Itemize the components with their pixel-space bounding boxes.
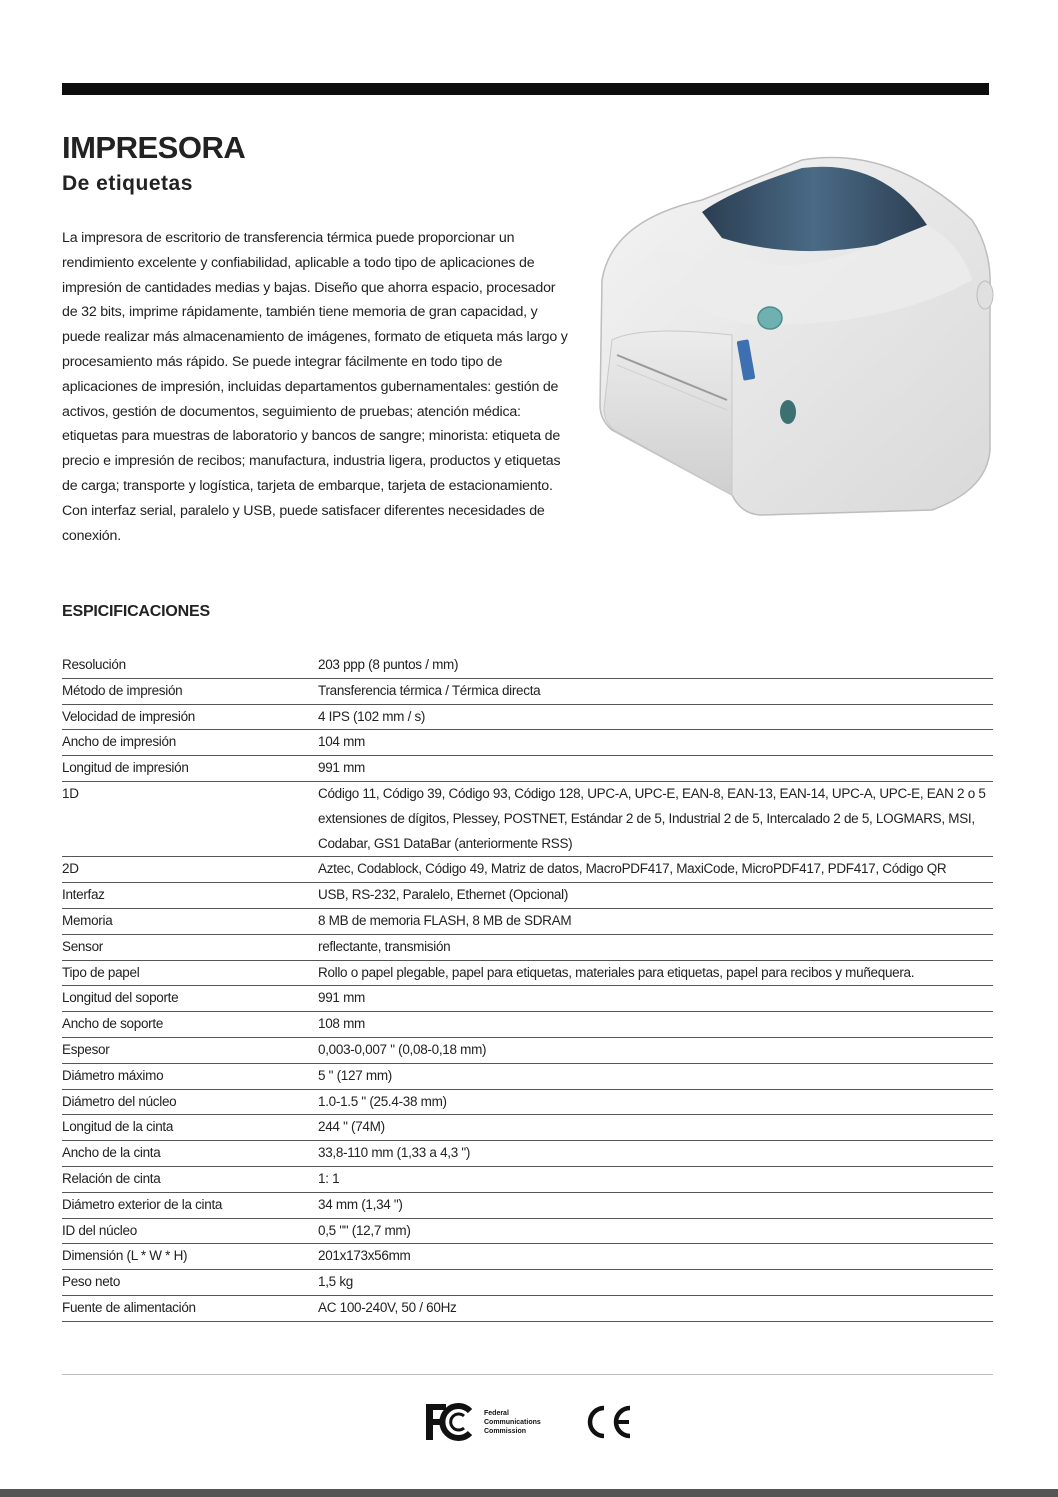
spec-row [62,704,993,730]
spec-label: Resolución [62,653,318,678]
fcc-text-federal: Federal [484,1410,509,1417]
spec-value: 33,8-110 mm (1,33 a 4,3 ") [318,1141,993,1167]
spec-label: Diámetro máximo [62,1063,318,1089]
specifications-heading: ESPICIFICACIONES [62,603,210,620]
spec-value: 34 mm (1,34 ") [318,1192,993,1218]
spec-row [62,730,993,756]
spec-value: USB, RS-232, Paralelo, Ethernet (Opcional) [318,883,993,909]
spec-value: 991 mm [318,986,993,1012]
spec-value: 1: 1 [318,1166,993,1192]
spec-row [62,1244,993,1270]
header-bar [62,83,989,95]
spec-value: 1.0-1.5 " (25.4-38 mm) [318,1089,993,1115]
spec-value: 5 " (127 mm) [318,1063,993,1089]
spec-label: Ancho de soporte [62,1012,318,1038]
spec-label: Sensor [62,934,318,960]
spec-label: ID del núcleo [62,1218,318,1244]
label-printer-image [592,150,1002,520]
spec-row [62,908,993,934]
spec-row [62,1192,993,1218]
spec-value: 8 MB de memoria FLASH, 8 MB de SDRAM [318,908,993,934]
spec-label: Memoria [62,908,318,934]
spec-value: 203 ppp (8 puntos / mm) [318,653,993,678]
page-title: IMPRESORA [62,130,246,165]
spec-label: Tipo de papel [62,960,318,986]
spec-value: Rollo o papel plegable, papel para etiquetas, materiales para etiquetas, papel para recibos y muñequera. [318,960,993,986]
spec-value: Código 11, Código 39, Código 93, Código 128, UPC-A, UPC-E, EAN-8, EAN-13, EAN-14, UPC-A, UPC-E, EAN 2 o 5 extensiones de dígitos, Plessey, POSTNET, Estándar 2 de 5, Industrial 2 de 5, Intercalado 2 de 5, LOGMARS, MSI, Codabar, GS1 DataBar (anteriormente RSS) [318,781,993,856]
spec-row [62,678,993,704]
spec-value: 0,003-0,007 " (0,08-0,18 mm) [318,1037,993,1063]
spec-row [62,756,993,782]
spec-label: 1D [62,781,318,856]
spec-value: reflectante, transmisión [318,934,993,960]
spec-label: Peso neto [62,1270,318,1296]
spec-value: 104 mm [318,730,993,756]
spec-value: 991 mm [318,756,993,782]
spec-label: Método de impresión [62,678,318,704]
page-subtitle: De etiquetas [62,172,193,195]
spec-label: Velocidad de impresión [62,704,318,730]
spec-label: Longitud de la cinta [62,1115,318,1141]
spec-row [62,1295,993,1321]
spec-label: Espesor [62,1037,318,1063]
spec-label: 2D [62,857,318,883]
spec-value: 1,5 kg [318,1270,993,1296]
spec-label: Dimensión (L * W * H) [62,1244,318,1270]
spec-label: Fuente de alimentación [62,1295,318,1321]
spec-label: Longitud del soporte [62,986,318,1012]
spec-label: Diámetro del núcleo [62,1089,318,1115]
footer-bar [0,1489,1058,1497]
spec-row [62,1063,993,1089]
spec-row [62,934,993,960]
spec-row [62,1218,993,1244]
spec-label: Ancho de la cinta [62,1141,318,1167]
footer-divider [62,1374,993,1375]
fcc-text-commission: Commission [484,1428,527,1435]
fcc-logo [424,1402,564,1442]
spec-label: Interfaz [62,883,318,909]
spec-value: 0,5 "" (12,7 mm) [318,1218,993,1244]
spec-label: Ancho de impresión [62,730,318,756]
spec-value: 244 " (74M) [318,1115,993,1141]
spec-value: 201x173x56mm [318,1244,993,1270]
spec-row [62,960,993,986]
spec-row [62,1089,993,1115]
spec-label: Diámetro exterior de la cinta [62,1192,318,1218]
spec-row [62,1270,993,1296]
spec-row [62,857,993,883]
spec-row [62,1141,993,1167]
spec-value: Aztec, Codablock, Código 49, Matriz de datos, MacroPDF417, MaxiCode, MicroPDF417, PDF417, Código QR [318,857,993,883]
specifications-table [62,653,993,1322]
spec-row [62,1115,993,1141]
spec-row [62,883,993,909]
spec-value: 108 mm [318,1012,993,1038]
spec-label: Longitud de impresión [62,756,318,782]
spec-value: 4 IPS (102 mm / s) [318,704,993,730]
spec-value: AC 100-240V, 50 / 60Hz [318,1295,993,1321]
spec-row [62,1166,993,1192]
spec-row [62,1037,993,1063]
fcc-text-communications: Communications [484,1419,541,1426]
spec-row [62,986,993,1012]
product-description: La impresora de escritorio de transferencia térmica puede proporcionar un rendimiento excelente y confiabilidad, aplicable a todo tipo de aplicaciones de impresión de cantidades medias y bajas. Diseño que ahorra espacio, procesador de 32 bits, imprime rápidamente, también tiene memoria de gran capacidad, y puede realizar más almacenamiento de imágenes, formato de etiqueta más largo y procesamiento más rápido. Se puede integrar fácilmente en todo tipo de aplicaciones de impresión, incluidas departamentos gubernamentales: gestión de activos, gestión de documentos, seguimiento de pruebas; atención médica: etiquetas para muestras de laboratorio y bancos de sangre; minorista: etiqueta de precio e impresión de recibos; manufactura, industria ligera, productos y etiquetas de carga; transporte y logística, tarjeta de embarque, tarjeta de estacionamiento. Con interfaz serial, paralelo y USB, puede satisfacer diferentes necesidades de conexión. [62,230,568,544]
spec-row [62,653,993,678]
spec-row [62,781,993,856]
spec-value: Transferencia térmica / Térmica directa [318,678,993,704]
spec-row [62,1012,993,1038]
spec-label: Relación de cinta [62,1166,318,1192]
ce-mark [580,1402,636,1442]
